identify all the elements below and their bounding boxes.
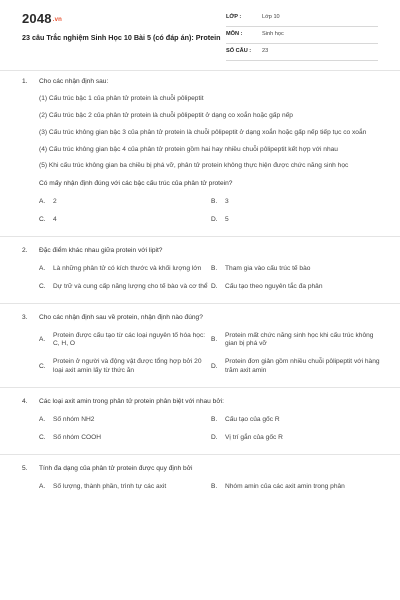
answer-option-b[interactable] bbox=[211, 416, 383, 425]
answer-options bbox=[39, 198, 380, 225]
question-header bbox=[22, 78, 380, 87]
question-header bbox=[22, 398, 380, 407]
question-number: 1. bbox=[22, 78, 28, 85]
answer-letter: D. bbox=[211, 433, 218, 441]
statement: (3) Cấu trúc không gian bậc 3 của phân tử protein là chuỗi pôlipeptit ở dạng xoắn hoặc gấp nếp tiếp tục co xoắn bbox=[39, 128, 367, 136]
answer-text: Protein đơn giản gồm nhiều chuỗi pôlipeptit với hàng trăm axit amin bbox=[225, 358, 380, 375]
page-header bbox=[0, 0, 400, 70]
answer-text: 4 bbox=[53, 216, 57, 224]
answer-letter: C. bbox=[39, 282, 46, 290]
answer-letter: D. bbox=[211, 216, 218, 224]
site-logo[interactable] bbox=[22, 10, 62, 28]
answer-text: Nhóm amin của các axit amin trong phân bbox=[225, 482, 345, 490]
answer-option-d[interactable] bbox=[211, 283, 383, 292]
answer-option-c[interactable] bbox=[39, 283, 211, 292]
answer-text: 2 bbox=[53, 198, 57, 206]
question-3 bbox=[0, 314, 400, 376]
meta-key: SỐ CÂU : bbox=[226, 48, 252, 55]
answer-option-a[interactable] bbox=[39, 416, 211, 425]
question-number: 2. bbox=[22, 247, 28, 255]
answer-option-a[interactable] bbox=[39, 332, 211, 350]
answer-text: Số lượng, thành phần, trình tự các axit bbox=[53, 482, 167, 490]
answer-option-b[interactable] bbox=[211, 198, 383, 207]
meta-panel bbox=[226, 10, 378, 61]
answer-options bbox=[39, 416, 380, 443]
question-number: 3. bbox=[22, 313, 28, 321]
answer-text: Là những phân tử có kích thước và khối lượng lớn bbox=[53, 264, 202, 272]
question-prompt: Có mấy nhận định đúng với các bậc cấu trúc của phân tử protein? bbox=[39, 180, 233, 188]
answer-option-a[interactable] bbox=[39, 198, 211, 207]
answer-letter: C. bbox=[39, 362, 46, 370]
question-header bbox=[22, 465, 380, 474]
answer-option-a[interactable] bbox=[39, 265, 211, 274]
meta-row-count bbox=[226, 44, 378, 61]
meta-row-subject bbox=[226, 27, 378, 44]
answer-letter: A. bbox=[39, 482, 46, 490]
question-divider bbox=[0, 454, 400, 455]
header-divider bbox=[0, 70, 400, 71]
answer-letter: B. bbox=[211, 416, 218, 424]
question-divider bbox=[0, 387, 400, 388]
answer-option-d[interactable] bbox=[211, 358, 383, 376]
answer-letter: D. bbox=[211, 362, 218, 370]
question-header bbox=[22, 247, 380, 256]
question-text: Các loại axit amin trong phân tử protein phân biệt với nhau bởi: bbox=[39, 398, 224, 406]
answer-letter: B. bbox=[211, 336, 218, 344]
answer-option-d[interactable] bbox=[211, 216, 383, 225]
statement: (2) Cấu trúc bậc 2 của phân tử protein là chuỗi pôlipeptit ở dạng co xoắn hoặc gấp nếp bbox=[39, 111, 293, 119]
answer-text: 5 bbox=[225, 216, 229, 224]
answer-text: Vị trí gắn của gốc R bbox=[225, 433, 283, 441]
answer-letter: D. bbox=[211, 282, 218, 290]
meta-value: Lớp 10 bbox=[262, 14, 280, 21]
answer-options bbox=[39, 483, 380, 492]
answer-letter: C. bbox=[39, 216, 46, 224]
question-number: 4. bbox=[22, 398, 28, 406]
logo-suffix: .vn bbox=[52, 17, 63, 23]
answer-option-c[interactable] bbox=[39, 216, 211, 225]
answer-text: Dự trữ và cung cấp năng lượng cho tế bào và cơ thể bbox=[53, 282, 208, 290]
answer-letter: A. bbox=[39, 416, 46, 424]
question-text: Tính đa dạng của phân tử protein được quy định bởi bbox=[39, 464, 193, 472]
answer-option-c[interactable] bbox=[39, 434, 211, 443]
question-2 bbox=[0, 247, 400, 292]
answer-option-b[interactable] bbox=[211, 265, 383, 274]
question-text: Cho các nhận định sau về protein, nhận định nào đúng? bbox=[39, 313, 203, 321]
question-text: Cho các nhận định sau: bbox=[39, 78, 109, 85]
answer-text: Tham gia vào cấu trúc tế bào bbox=[225, 264, 311, 272]
page-title: 23 câu Trắc nghiệm Sinh Học 10 Bài 5 (có đáp án): Protein bbox=[22, 33, 221, 42]
answer-letter: B. bbox=[211, 198, 218, 206]
answer-option-d[interactable] bbox=[211, 434, 383, 443]
question-divider bbox=[0, 303, 400, 304]
answer-text: Protein được cấu tạo từ các loại nguyên tố hóa học: C, H, O bbox=[53, 331, 206, 348]
answer-option-a[interactable] bbox=[39, 483, 211, 492]
question-header bbox=[22, 314, 380, 323]
answer-letter: B. bbox=[211, 482, 218, 490]
answer-text: Cấu tạo của gốc R bbox=[225, 416, 280, 424]
question-5 bbox=[0, 465, 400, 492]
meta-key: LỚP : bbox=[226, 14, 242, 21]
answer-letter: A. bbox=[39, 336, 46, 344]
question-number: 5. bbox=[22, 464, 28, 472]
meta-value: 23 bbox=[262, 48, 269, 55]
answer-option-b[interactable] bbox=[211, 483, 383, 492]
question-text: Đặc điểm khác nhau giữa protein với lipit? bbox=[39, 247, 163, 255]
question-1 bbox=[0, 78, 400, 225]
answer-text: Protein mất chức năng sinh học khi cấu trúc không gian bị phá vỡ bbox=[225, 331, 374, 348]
answer-text: Protein ở người và động vật được tổng hợp bởi 20 loại axit amin lấy từ thức ăn bbox=[53, 358, 202, 375]
statement: (1) Cấu trúc bậc 1 của phân tử protein là chuỗi pôlipeptit bbox=[39, 94, 204, 102]
answer-letter: A. bbox=[39, 198, 46, 206]
answer-option-c[interactable] bbox=[39, 358, 211, 376]
statement: (5) Khi cấu trúc không gian ba chiều bị phá vỡ, phân tử protein không thực hiện được chức năng sinh học bbox=[39, 162, 349, 170]
meta-key: MÔN : bbox=[226, 31, 243, 38]
question-4 bbox=[0, 398, 400, 443]
answer-text: Số nhóm COOH bbox=[53, 433, 102, 441]
meta-value: Sinh học bbox=[262, 31, 284, 38]
answer-options bbox=[39, 265, 380, 292]
question-list bbox=[0, 78, 400, 492]
answer-text: Cấu tạo theo nguyên tắc đa phân bbox=[225, 282, 323, 290]
answer-letter: A. bbox=[39, 264, 46, 272]
statement: (4) Cấu trúc không gian bậc 4 của phân tử protein gồm hai hay nhiều chuỗi pôlipeptit kết hợp với nhau bbox=[39, 145, 338, 153]
logo-text: 2048 bbox=[22, 11, 52, 26]
answer-option-b[interactable] bbox=[211, 332, 383, 350]
answer-options bbox=[39, 332, 380, 377]
answer-letter: C. bbox=[39, 433, 46, 441]
answer-letter: B. bbox=[211, 264, 218, 272]
question-divider bbox=[0, 236, 400, 237]
meta-row-class bbox=[226, 10, 378, 27]
answer-text: 3 bbox=[225, 198, 229, 206]
answer-text: Số nhóm NH2 bbox=[53, 416, 95, 424]
